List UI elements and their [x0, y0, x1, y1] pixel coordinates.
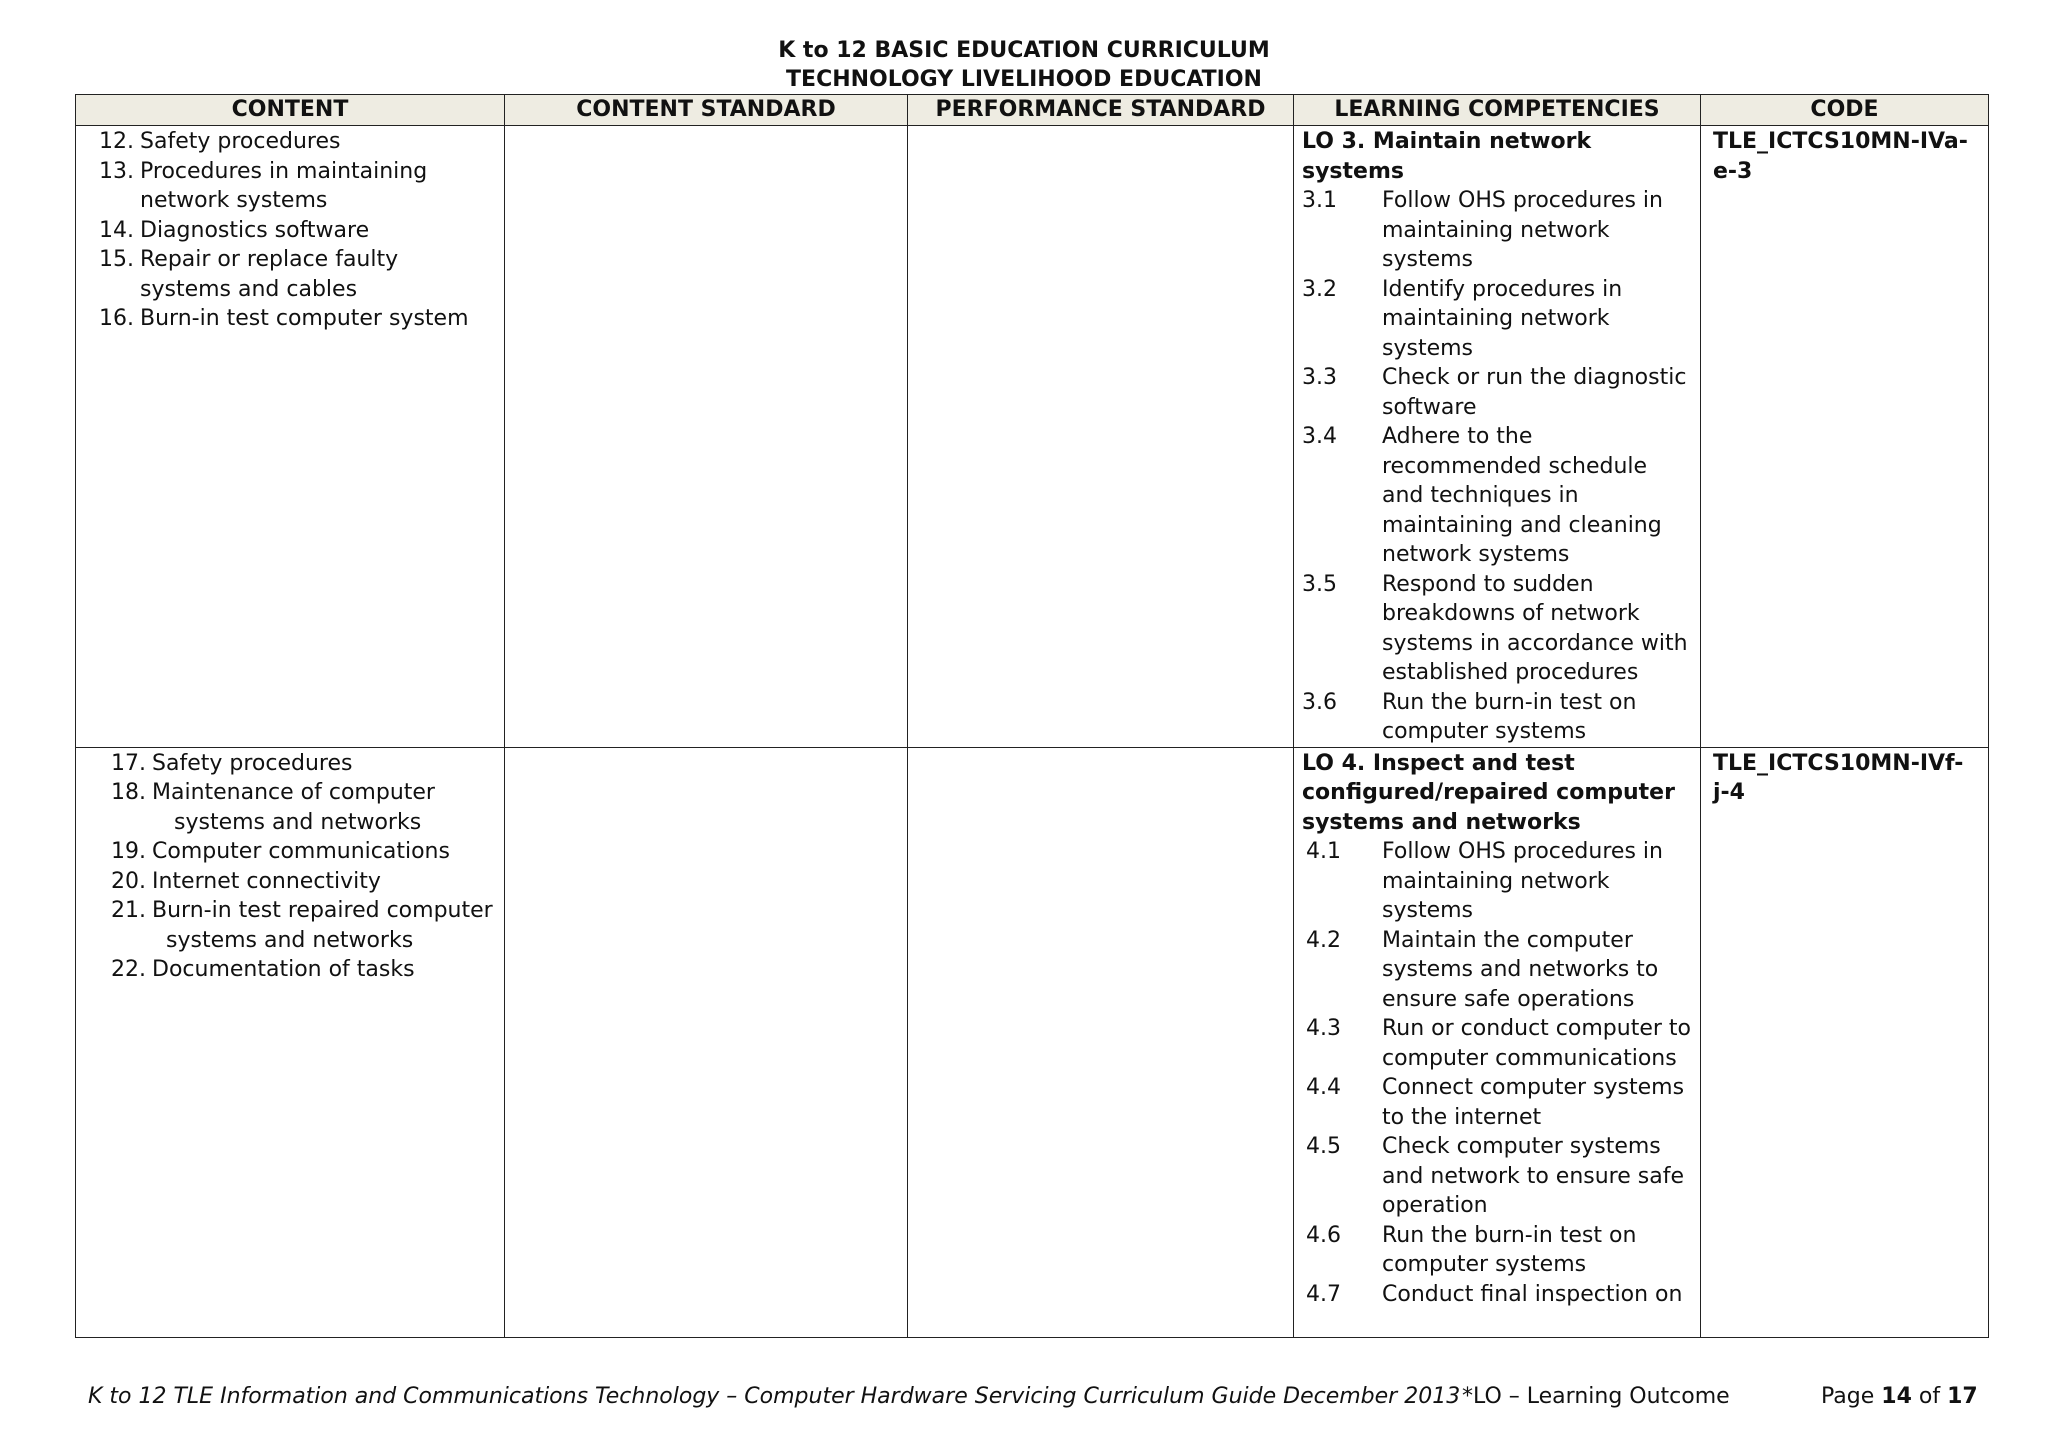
learning-outcome-title: LO 4. Inspect and test configured/repaired computer systems and networks	[1302, 750, 1675, 835]
list-item-text: Safety procedures	[152, 750, 353, 776]
performance-standard-cell	[908, 747, 1294, 1338]
competency-number: 4.5	[1306, 1134, 1341, 1159]
list-item-text: Documentation of tasks	[152, 957, 415, 982]
list-item-number: 15.	[99, 247, 134, 272]
competency-text: Run or conduct computer to computer communications	[1382, 1016, 1691, 1071]
list-item-number: 17.	[111, 750, 146, 776]
list-item-number: 16.	[99, 306, 134, 331]
competency-text: Run the burn-in test on computer systems	[1382, 1222, 1637, 1277]
competency-number: 3.6	[1302, 689, 1337, 715]
list-item-text: Internet connectivity	[152, 868, 381, 894]
competency-text: Connect computer systems to the internet	[1382, 1075, 1685, 1130]
list-item	[84, 157, 496, 216]
competency-text: Check computer systems and network to ensure safe operation	[1382, 1134, 1684, 1218]
column-header-content: CONTENT	[76, 95, 505, 126]
list-item-text: Burn-in test repaired computer	[152, 898, 493, 923]
competency-text: Adhere to the recommended schedule and techniques in maintaining and cleaning network systems	[1382, 424, 1662, 567]
competency-item	[1302, 1014, 1692, 1073]
code-cell: TLE_ICTCS10MN-IVa-e-3	[1701, 126, 1989, 748]
list-item	[84, 245, 496, 304]
competency-item	[1302, 363, 1692, 422]
list-item	[84, 837, 496, 867]
content-standard-cell	[505, 747, 908, 1338]
list-item	[84, 216, 496, 246]
competency-text: Conduct final inspection on	[1382, 1281, 1683, 1307]
competency-item	[1302, 1132, 1692, 1221]
competency-text: Identify procedures in maintaining network systems	[1382, 276, 1623, 361]
page-footer	[0, 1382, 2048, 1412]
competency-text: Run the burn-in test on computer systems	[1382, 689, 1637, 744]
competency-number: 4.7	[1306, 1281, 1341, 1307]
competency-number: 4.4	[1306, 1075, 1341, 1100]
competency-item	[1302, 688, 1692, 747]
page-prefix: Page	[1821, 1384, 1882, 1409]
competency-text: Follow OHS procedures in maintaining network systems	[1382, 188, 1663, 272]
competency-item	[1302, 275, 1692, 364]
list-item-number: 21.	[111, 898, 146, 923]
list-item-continuation	[76, 926, 496, 956]
document-subtitle: TECHNOLOGY LIVELIHOOD EDUCATION	[786, 67, 1262, 92]
competency-number: 4.3	[1306, 1016, 1341, 1041]
page-total: 17	[1947, 1384, 1978, 1409]
document-title: K to 12 BASIC EDUCATION CURRICULUM	[778, 38, 1270, 63]
learning-outcome-title: LO 3. Maintain network systems	[1302, 129, 1592, 184]
competency-text: Follow OHS procedures in maintaining network systems	[1382, 839, 1663, 923]
footer-lo-note: *LO – Learning Outcome	[1462, 1384, 1730, 1409]
list-item-number: 13.	[99, 158, 134, 184]
page-current: 14	[1881, 1384, 1912, 1409]
list-item-text: Burn-in test computer system	[140, 306, 469, 331]
list-item-text: Maintenance of computer	[152, 780, 435, 805]
list-item	[84, 867, 496, 897]
document-header	[0, 36, 2048, 94]
column-header-performance-standard: PERFORMANCE STANDARD	[908, 95, 1294, 126]
column-header-code: CODE	[1701, 95, 1989, 126]
list-item-text: systems and networks	[166, 927, 414, 953]
column-header-content-standard: CONTENT STANDARD	[505, 95, 908, 126]
competency-item	[1302, 837, 1692, 926]
competency-item	[1302, 926, 1692, 1015]
footer-guide-title: K to 12 TLE Information and Communications Technology – Computer Hardware Servicing Curriculum Guide December 2013	[88, 1384, 1461, 1409]
list-item-text: Repair or replace faulty systems and cables	[140, 247, 399, 302]
list-item	[84, 896, 496, 926]
list-item-text: Diagnostics software	[140, 217, 370, 243]
competency-number: 3.2	[1302, 276, 1337, 302]
content-list	[84, 749, 496, 985]
competency-number: 4.1	[1306, 839, 1341, 864]
list-item-number: 19.	[111, 839, 146, 864]
competency-item	[1302, 570, 1692, 688]
code-cell: TLE_ICTCS10MN-IVf-j-4	[1701, 747, 1989, 1338]
competency-number: 3.4	[1302, 424, 1337, 449]
list-item-text: Procedures in maintaining network systems	[140, 158, 428, 213]
learning-competencies-cell	[1294, 747, 1701, 1338]
table-header-row	[76, 95, 1989, 126]
list-item-number: 12.	[99, 129, 134, 154]
list-item-number: 20.	[111, 868, 146, 894]
list-item-number: 14.	[99, 217, 134, 243]
content-standard-cell	[505, 126, 908, 748]
competency-number: 4.6	[1306, 1222, 1341, 1248]
list-item	[84, 955, 496, 985]
list-item-text: Safety procedures	[140, 129, 341, 154]
competency-text: Maintain the computer systems and networks to ensure safe operations	[1382, 927, 1659, 1012]
competency-item	[1302, 1073, 1692, 1132]
competency-number: 3.5	[1302, 571, 1337, 597]
list-item	[84, 304, 496, 334]
content-cell	[76, 126, 505, 748]
competency-text: Respond to sudden breakdowns of network systems in accordance with established procedures	[1382, 571, 1688, 685]
content-list	[84, 127, 496, 334]
curriculum-table	[75, 94, 1989, 1338]
column-header-learning-competencies: LEARNING COMPETENCIES	[1294, 95, 1701, 126]
list-item	[84, 749, 496, 779]
competency-item	[1302, 186, 1692, 275]
competency-number: 3.3	[1302, 365, 1337, 390]
list-item-text: systems and networks	[174, 809, 422, 835]
competency-item	[1302, 1280, 1692, 1310]
competency-item	[1302, 1221, 1692, 1280]
competency-text: Check or run the diagnostic software	[1382, 365, 1687, 420]
list-item	[84, 778, 496, 808]
list-item	[84, 127, 496, 157]
competency-item	[1302, 422, 1692, 570]
list-item-number-spacer	[84, 808, 152, 838]
list-item-number: 18.	[111, 780, 146, 805]
table-row	[76, 747, 1989, 1338]
competency-number: 4.2	[1306, 927, 1341, 953]
page-number	[1821, 1382, 1978, 1412]
list-item-number-spacer	[76, 926, 144, 956]
table-row	[76, 126, 1989, 748]
list-item-continuation	[84, 808, 496, 838]
list-item-text: Computer communications	[152, 839, 450, 864]
competency-number: 3.1	[1302, 188, 1337, 213]
page-separator: of	[1911, 1384, 1948, 1409]
performance-standard-cell	[908, 126, 1294, 748]
learning-competencies-cell	[1294, 126, 1701, 748]
content-cell	[76, 747, 505, 1338]
list-item-number: 22.	[111, 957, 146, 982]
